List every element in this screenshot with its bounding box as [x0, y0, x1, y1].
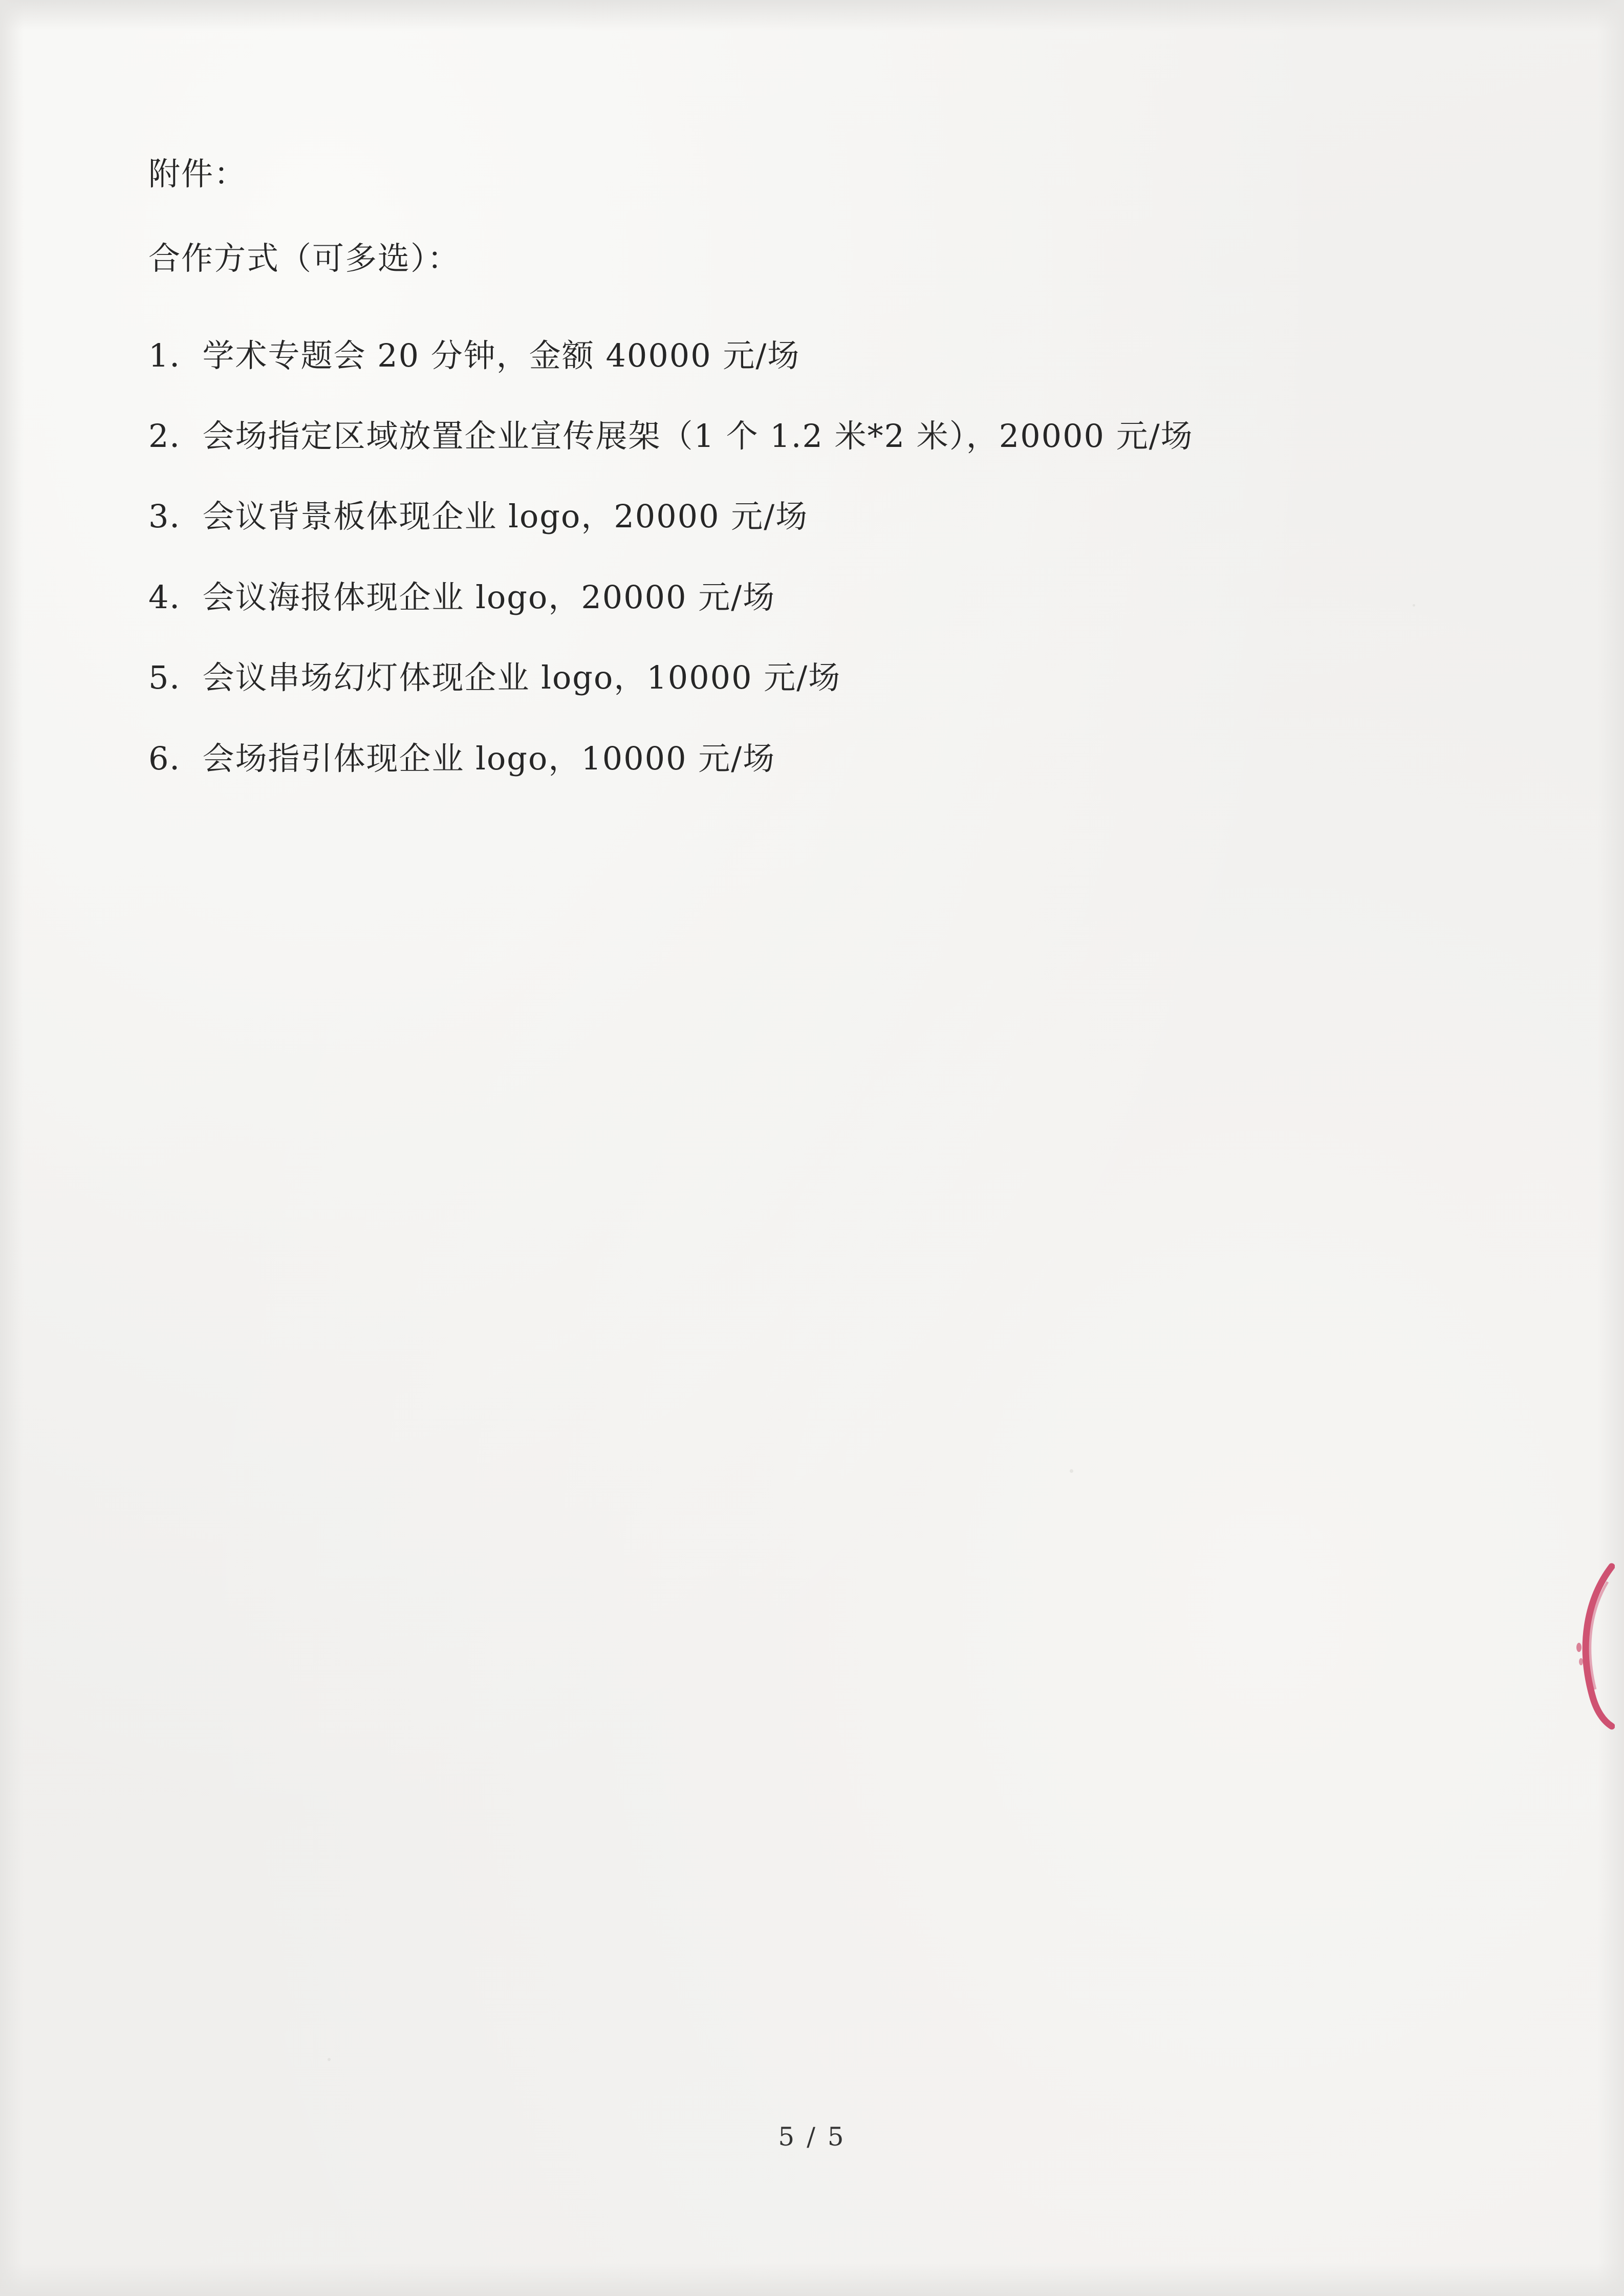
- list-item: 6．会场指引体现企业 logo，10000 元/场: [148, 739, 776, 777]
- list-item: 1．学术专题会 20 分钟，金额 40000 元/场: [148, 336, 800, 374]
- attachment-label: 附件：: [148, 155, 247, 192]
- red-seal-stamp-icon: [1558, 1561, 1615, 1730]
- page-edge-shading-bottom: [0, 2263, 1624, 2296]
- cooperation-subtitle: 合作方式（可多选）：: [148, 240, 461, 277]
- page-edge-shading-right: [1597, 0, 1624, 2296]
- list-item: 2．会场指定区域放置企业宣传展架（1 个 1.2 米*2 米），20000 元/场: [148, 417, 1194, 455]
- list-item: 3．会议背景板体现企业 logo，20000 元/场: [148, 498, 809, 535]
- scan-speck: [1070, 1469, 1073, 1473]
- page-number: 5 / 5: [778, 2122, 846, 2152]
- document-body: [148, 154, 1479, 819]
- page-edge-shading-left: [0, 0, 24, 2296]
- list-item: 5．会议串场幻灯体现企业 logo，10000 元/场: [148, 659, 841, 697]
- scan-speck: [328, 2058, 331, 2061]
- list-item: 4．会议海报体现企业 logo，20000 元/场: [148, 578, 776, 616]
- page-edge-shading-top: [0, 0, 1624, 31]
